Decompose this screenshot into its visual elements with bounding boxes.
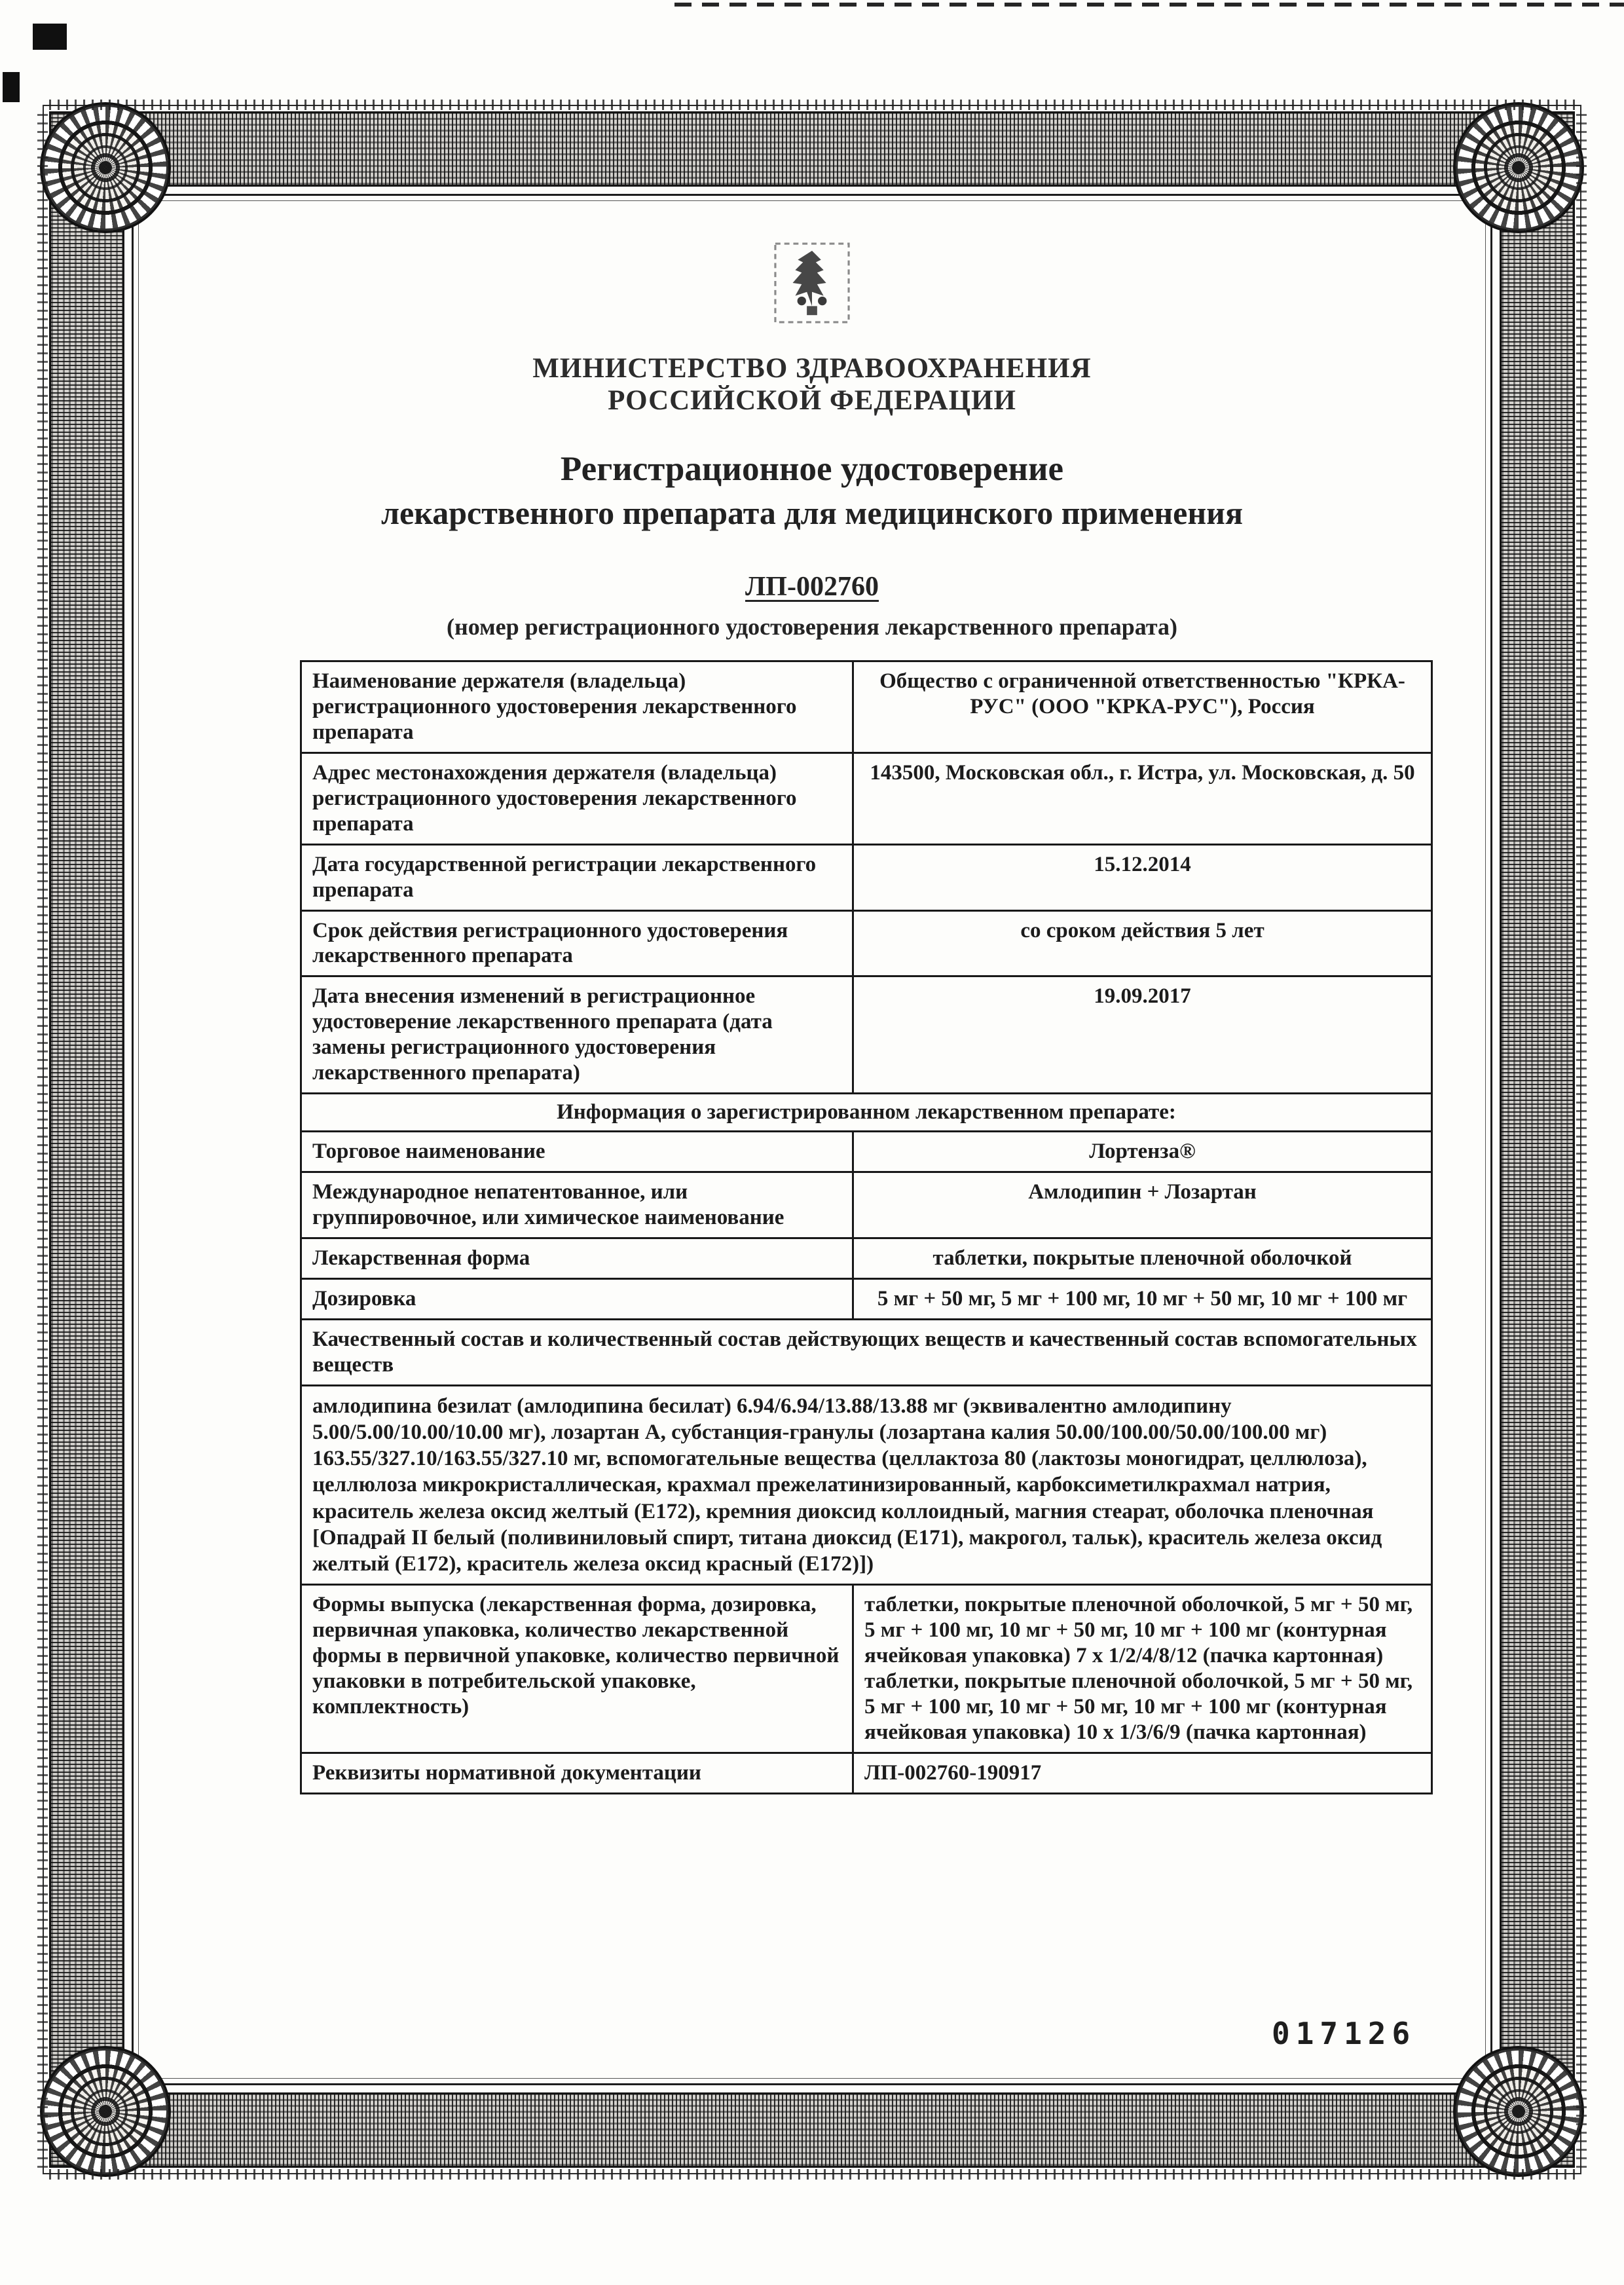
field-value-amendment-date: 19.09.2017 (853, 976, 1432, 1094)
field-label-registration-date: Дата государственной регистрации лекарственного препарата (301, 844, 853, 910)
registration-number-caption: (номер регистрационного удостоверения лекарственного препарата) (447, 614, 1177, 640)
scan-artifact-mark (33, 24, 67, 50)
field-label-release-forms: Формы выпуска (лекарственная форма, дозировка, первичная упаковка, количество лекарственной формы в первичной упаковке, количество первичной упаковки в потребительской упаковке, комплектность) (301, 1585, 853, 1753)
frame-band-right (1500, 111, 1575, 2168)
table-row (301, 661, 1432, 753)
title-line-1: Регистрационное удостоверение (560, 450, 1064, 488)
ministry-line-1: МИНИСТЕРСТВО ЗДРАВООХРАНЕНИЯ (532, 353, 1092, 384)
field-label-address: Адрес местонахождения держателя (владельца) регистрационного удостоверения лекарственного препарата (301, 752, 853, 844)
field-value-release-forms: таблетки, покрытые пленочной оболочкой, 5 мг + 50 мг, 5 мг + 100 мг, 10 мг + 50 мг, 10 мг + 100 мг (контурная ячейковая упаковка) 7 х 1/2/4/8/12 (пачка картонная) таблетки, покрытые пленочной оболочкой, 5 мг + 50 мг, 5 мг + 100 мг, 10 мг + 50 мг, 10 мг + 100 мг (контурная ячейковая упаковка) 10 х 1/3/6/9 (пачка картонная) (853, 1585, 1432, 1753)
table-row (301, 1132, 1432, 1172)
field-label-trade-name: Торговое наименование (301, 1132, 853, 1172)
corner-rosette-icon (1453, 102, 1584, 233)
frame-tick-comb-bottom (49, 2169, 1575, 2180)
certificate-table (300, 660, 1433, 1794)
frame-tick-comb-right (1576, 111, 1587, 2168)
table-row (301, 976, 1432, 1094)
table-row-composition-header (301, 1319, 1432, 1385)
table-row-composition-text (301, 1385, 1432, 1585)
field-value-trade-name: Лортенза® (853, 1132, 1432, 1172)
field-value-inn: Амлодипин + Лозартан (853, 1172, 1432, 1238)
composition-header: Качественный состав и количественный состав действующих веществ и качественный состав вспомогательных веществ (301, 1319, 1432, 1385)
frame-band-left (49, 111, 124, 2168)
field-value-registration-date: 15.12.2014 (853, 844, 1432, 910)
frame-tick-comb-top (49, 100, 1575, 110)
table-row-section-header (301, 1094, 1432, 1132)
corner-rosette-icon (40, 2046, 171, 2177)
table-row (301, 752, 1432, 844)
field-label-validity-period: Срок действия регистрационного удостоверения лекарственного препарата (301, 910, 853, 976)
title-line-2: лекарственного препарата для медицинского применения (380, 494, 1244, 531)
corner-rosette-icon (1453, 2046, 1584, 2177)
field-value-address: 143500, Московская обл., г. Истра, ул. Московская, д. 50 (853, 752, 1432, 844)
field-label-dosage: Дозировка (301, 1278, 853, 1319)
field-label-inn: Международное непатентованное, или группировочное, или химическое наименование (301, 1172, 853, 1238)
table-row (301, 1585, 1432, 1753)
table-row (301, 844, 1432, 910)
ministry-heading (0, 352, 1624, 417)
field-label-amendment-date: Дата внесения изменений в регистрационное удостоверение лекарственного препарата (дата замены регистрационного удостоверения лекарственного препарата) (301, 976, 853, 1094)
frame-band-bottom (49, 2092, 1575, 2168)
field-value-holder: Общество с ограниченной ответственностью "КРКА-РУС" (ООО "КРКА-РУС"), Россия (853, 661, 1432, 753)
frame-tick-comb-left (37, 111, 48, 2168)
field-value-validity-period: со сроком действия 5 лет (853, 910, 1432, 976)
field-value-normative-docs: ЛП-002760-190917 (853, 1753, 1432, 1794)
table-row (301, 1172, 1432, 1238)
field-label-holder: Наименование держателя (владельца) регистрационного удостоверения лекарственного препарата (301, 661, 853, 753)
ministry-line-2: РОССИЙСКОЙ ФЕДЕРАЦИИ (608, 385, 1016, 417)
field-label-normative-docs: Реквизиты нормативной документации (301, 1753, 853, 1794)
coat-of-arms-icon (773, 241, 851, 325)
corner-rosette-icon (40, 102, 171, 233)
composition-text: амлодипина безилат (амлодипина бесилат) 6.94/6.94/13.88/13.88 мг (эквивалентно амлодипину 5.00/5.00/10.00/10.00 мг), лозартан А, субстанция-гранулы (лозартана калия 50.00/100.00/50.00/100.00 мг) 163.55/327.10/163.55/327.10 мг, вспомогательные вещества (целлактоза 80 (лактозы моногидрат, целлюлоза), целлюлоза микрокристаллическая, крахмал прежелатинизированный, карбоксиметилкрахмал натрия, краситель железа оксид желтый (Е172), кремния диоксид коллоидный, магния стеарат, оболочка пленочная [Опадрай II белый (поливиниловый спирт, титана диоксид (Е171), макрогол, тальк), краситель железа оксид желтый (Е172), краситель железа оксид красный (Е172)]) (301, 1385, 1432, 1585)
scan-artifact-mark (3, 72, 20, 102)
field-value-dosage: 5 мг + 50 мг, 5 мг + 100 мг, 10 мг + 50 мг, 10 мг + 100 мг (853, 1278, 1432, 1319)
frame-band-top (49, 111, 1575, 187)
table-row (301, 1753, 1432, 1794)
form-serial-number: 017126 (1272, 2016, 1416, 2051)
registration-number: ЛП-002760 (745, 572, 879, 602)
scan-artifact-dashed-line (674, 3, 1624, 7)
table-row (301, 1238, 1432, 1278)
table-row (301, 1278, 1432, 1319)
section-header-registered-info: Информация о зарегистрированном лекарственном препарате: (301, 1094, 1432, 1132)
document-title (0, 447, 1624, 534)
table-row (301, 910, 1432, 976)
field-value-dosage-form: таблетки, покрытые пленочной оболочкой (853, 1238, 1432, 1278)
field-label-dosage-form: Лекарственная форма (301, 1238, 853, 1278)
